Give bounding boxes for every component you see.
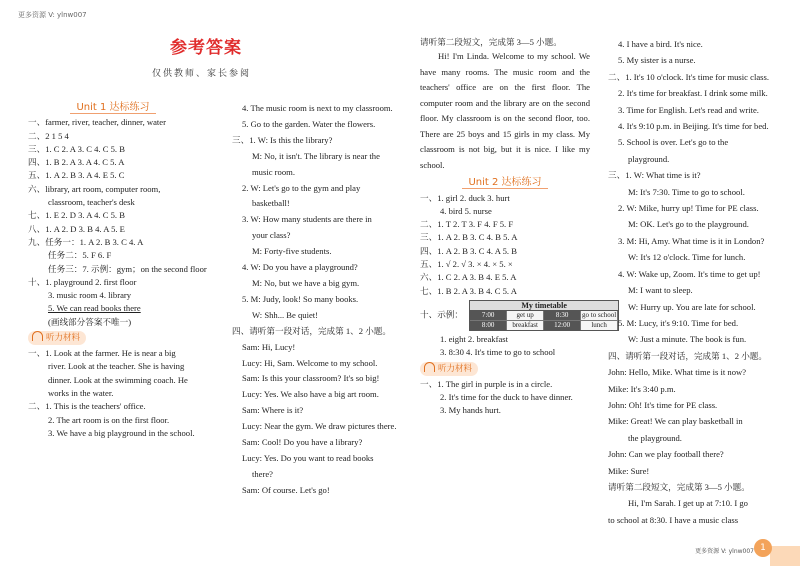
- answer-line: 3. music room 4. library: [48, 290, 132, 301]
- example-label: 十、示例：: [420, 309, 463, 320]
- dialogue-line: Mike: It's 3:40 p.m.: [608, 383, 676, 394]
- answer-note: (画线部分答案不唯一): [48, 316, 132, 327]
- answer-line: 五、1. A 2. B 3. A 4. E 5. C: [28, 170, 125, 181]
- answer-line: 五、1. √ 2. √ 3. × 4. × 5. ×: [420, 259, 513, 270]
- dialogue-line: the playground.: [628, 432, 682, 443]
- dialogue-line: 3. W: How many students are there in: [242, 214, 372, 225]
- timetable-cell: 8:30: [544, 311, 581, 320]
- listening-line: dinner. Look at the swimming coach. He: [48, 374, 188, 385]
- listening-line: 3. We have a big playground in the school.: [48, 427, 195, 438]
- page-title: 参考答案: [170, 38, 242, 58]
- unit2-section-title: Unit 2 达标练习: [420, 176, 590, 189]
- dialogue-line: 5. M: Judy, look! So many books.: [242, 293, 359, 304]
- answer-line: 三、1. C 2. A 3. C 4. C 5. B: [28, 143, 125, 154]
- headphones-icon: [32, 331, 43, 341]
- dialogue-line: Mike: Great! We can play basketball in: [608, 416, 743, 427]
- column-4: [608, 36, 778, 528]
- dialogue-line: music room.: [252, 166, 295, 177]
- dialogue-line: 4. W: Wake up, Zoom. It's time to get up!: [618, 268, 761, 279]
- listening-line: 一、1. Look at the farmer. He is near a big: [28, 348, 176, 359]
- dialogue-line: 2. W: Let's go to the gym and play: [242, 182, 361, 193]
- listening-material-badge: 听力材料: [420, 362, 478, 376]
- answer-line: 十、1. playground 2. first floor: [28, 276, 137, 287]
- answer-line: 七、1. E 2. D 3. A 4. C 5. B: [28, 210, 125, 221]
- dialogue-line: M: It's 7:30. Time to go to school.: [628, 186, 745, 197]
- listening-line: 5. My sister is a nurse.: [618, 55, 696, 66]
- answer-line: classroom, teacher's desk: [48, 197, 135, 208]
- dialogue-line: John: Oh! It's time for PE class.: [608, 399, 718, 410]
- listening-line: 2. It's time for the duck to have dinner.: [440, 391, 573, 402]
- answer-line: 二、2 1 5 4: [28, 130, 69, 141]
- headphones-icon: [424, 362, 435, 372]
- answer-line: 四、1. A 2. B 3. C 4. A 5. B: [420, 245, 517, 256]
- listening-line: 2. It's time for breakfast. I drink some milk.: [618, 88, 768, 99]
- dialogue-line: John: Can we play football there?: [608, 449, 724, 460]
- dialogue-line: W: It's 12 o'clock. Time for lunch.: [628, 252, 746, 263]
- dialogue-line: M: No, it isn't. The library is near the: [252, 150, 380, 161]
- dialogue-line: W: Just a minute. The book is fun.: [628, 334, 747, 345]
- answer-line: 任务二：5. F 6. F: [48, 250, 112, 261]
- answer-line: 三、1. A 2. B 3. C 4. B 5. A: [420, 232, 518, 243]
- listening-line: 5. Go to the garden. Water the flowers.: [242, 118, 376, 129]
- timetable-cell: go to school: [582, 310, 617, 319]
- listening-line: 2. The art room is on the first floor.: [48, 414, 170, 425]
- page-subtitle: 仅供教师、家长参阅: [152, 69, 252, 79]
- column-2: [232, 101, 397, 499]
- dialogue-line: M: No, but we have a big gym.: [252, 277, 360, 288]
- column-3: [420, 36, 617, 417]
- timetable-cell: 12:00: [544, 321, 581, 330]
- footer-text: 更多资源 V: ylnw007: [695, 548, 754, 555]
- answer-line: 4. bird 5. nurse: [440, 205, 492, 216]
- dialogue-line: John: Hello, Mike. What time is it now?: [608, 367, 747, 378]
- dialogue-line: Sam: Hi, Lucy!: [242, 341, 296, 352]
- timetable-cell: breakfast: [507, 321, 544, 330]
- dialogue-line: Sam: Where is it?: [242, 405, 304, 416]
- instruction-line: 四、请听第一段对话，完成第 1、2 小题。: [608, 350, 767, 361]
- linda-paragraph: Hi! I'm Linda. Welcome to my school. We have many rooms. The music room and the teachers' office are on the first floor. The computer room and the library are on the second floor. My classroom is on the second floor, too. There are 25 boys and 15 girls in my class. My classroom is not big, but it is nice. I like my school.: [420, 51, 590, 170]
- dialogue-line: 三、1. W: Is this the library?: [232, 134, 333, 145]
- answer-line: 六、library, art room, computer room,: [28, 183, 161, 194]
- timetable-cell: 7:00: [470, 311, 507, 320]
- dialogue-line: 4. W: Do you have a playground?: [242, 262, 358, 273]
- answer-line: 一、farmer, river, teacher, dinner, water: [28, 117, 166, 128]
- listening-line: 3. Time for English. Let's read and write.: [618, 104, 759, 115]
- example-row: [420, 300, 617, 331]
- dialogue-line: Mike: Sure!: [608, 465, 650, 476]
- passage-line: to school at 8:30. I have a music class: [608, 514, 739, 525]
- dialogue-line: M: OK. Let's go to the playground.: [628, 219, 749, 230]
- listening-line: works in the water.: [48, 387, 114, 398]
- instruction-line: 请听第二段短文，完成第 3—5 小题。: [420, 37, 562, 47]
- dialogue-line: Lucy: Near the gym. We draw pictures there.: [242, 421, 397, 432]
- dialogue-line: M: Forty-five students.: [252, 246, 332, 257]
- timetable-cell: 8:00: [470, 321, 507, 330]
- corner-decoration: [770, 546, 800, 566]
- answer-line: 1. eight 2. breakfast: [440, 333, 509, 344]
- dialogue-line: Lucy: Yes. Do you want to read books: [242, 452, 374, 463]
- timetable-cell: get up: [507, 311, 544, 320]
- listening-line: 4. It's 9:10 p.m. in Beijing. It's time for bed.: [618, 121, 769, 132]
- dialogue-line: your class?: [252, 230, 291, 241]
- column-1: [28, 98, 207, 440]
- timetable: [469, 300, 619, 331]
- dialogue-line: basketball!: [252, 198, 290, 209]
- answer-line: 八、1. A 2. D 3. B 4. A 5. E: [28, 223, 125, 234]
- listening-line: river. Look at the teacher. She is having: [48, 361, 185, 372]
- dialogue-line: 2. W: Mike, hurry up! Time for PE class.: [618, 203, 759, 214]
- dialogue-line: 三、1. W: What time is it?: [608, 170, 701, 181]
- answer-line: 六、1. C 2. A 3. B 4. E 5. A: [420, 272, 517, 283]
- instruction-line: 请听第二段短文，完成第 3—5 小题。: [608, 481, 750, 492]
- answer-line: 5. We can read books there: [48, 303, 141, 314]
- listening-line: 4. The music room is next to my classroom.: [242, 103, 393, 113]
- dialogue-line: Sam: Is this your classroom? It's so big!: [242, 373, 380, 384]
- answer-line: 一、1. girl 2. duck 3. hurt: [420, 192, 510, 203]
- answer-line: 七、1. B 2. A 3. B 4. C 5. A: [420, 285, 517, 296]
- listening-line: 二、1. This is the teachers' office.: [28, 401, 146, 412]
- dialogue-line: Sam: Of course. Let's go!: [242, 484, 330, 495]
- listening-line: 4. I have a bird. It's nice.: [618, 39, 703, 49]
- unit1-section-title: Unit 1 达标练习: [28, 101, 198, 114]
- answer-line: 二、1. T 2. T 3. F 4. F 5. F: [420, 219, 514, 230]
- page-number: 1: [754, 539, 772, 557]
- header-left-text: 更多资源 V: ylnw007: [18, 11, 87, 19]
- dialogue-line: W: Hurry up. You are late for school.: [628, 301, 756, 312]
- listening-line: 5. School is over. Let's go to the: [618, 137, 729, 148]
- answer-line: 四、1. B 2. A 3. A 4. C 5. A: [28, 157, 125, 168]
- answer-line: 九、任务一：1. A 2. B 3. C 4. A: [28, 236, 144, 247]
- dialogue-line: 5. M: Lucy, it's 9:10. Time for bed.: [618, 317, 739, 328]
- dialogue-line: Sam: Cool! Do you have a library?: [242, 437, 363, 448]
- answer-line: 任务三：7. 示例：gym；on the second floor: [48, 263, 207, 274]
- dialogue-line: M: I want to sleep.: [628, 285, 693, 296]
- listening-material-badge: 听力材料: [28, 331, 86, 345]
- dialogue-line: Lucy: Yes. We also have a big art room.: [242, 389, 379, 400]
- timetable-row: [470, 311, 618, 320]
- listening-line: 3. My hands hurt.: [440, 405, 501, 416]
- passage-line: Hi, I'm Sarah. I get up at 7:10. I go: [628, 498, 748, 509]
- dialogue-line: 3. M: Hi, Amy. What time is it in London?: [618, 235, 765, 246]
- answer-line: 3. 8:30 4. It's time to go to school: [440, 347, 556, 358]
- listening-line: playground.: [628, 153, 670, 164]
- listening-line: 二、1. It's 10 o'clock. It's time for music class.: [608, 71, 769, 82]
- dialogue-line: Lucy: Hi, Sam. Welcome to my school.: [242, 357, 378, 368]
- timetable-cell: lunch: [581, 321, 618, 330]
- listening-line: 一、1. The girl in purple is in a circle.: [420, 378, 553, 389]
- timetable-row: [470, 320, 618, 330]
- dialogue-line: W: Shh... Be quiet!: [252, 309, 319, 320]
- dialogue-line: there?: [252, 468, 273, 479]
- instruction-line: 四、请听第一段对话，完成第 1、2 小题。: [232, 325, 391, 336]
- timetable-title: My timetable: [470, 301, 618, 311]
